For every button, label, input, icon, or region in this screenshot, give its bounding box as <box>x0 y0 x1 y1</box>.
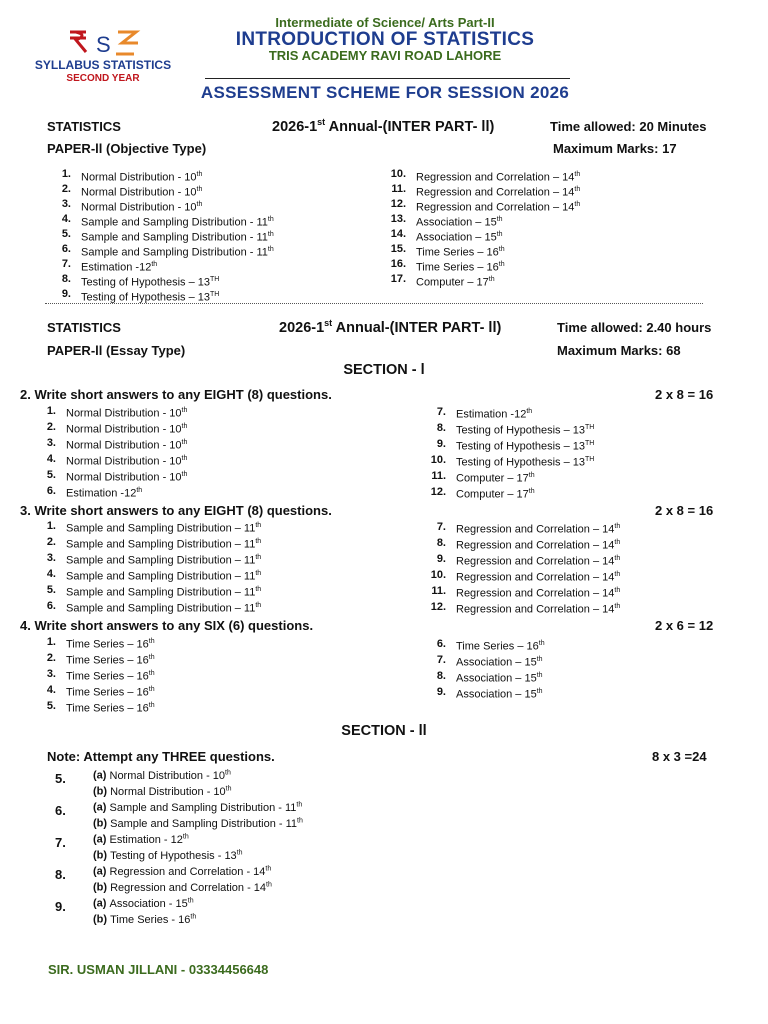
part-text: Regression and Correlation - 14th <box>110 881 272 894</box>
list-item-number: 1. <box>46 636 56 648</box>
obj-exam: 2026-1st Annual-(INTER PART- ll) <box>272 117 495 135</box>
list-item <box>32 634 155 650</box>
list-item-text: Normal Distribution - 10th <box>66 455 188 468</box>
part-label: (a) <box>93 897 110 910</box>
list-item-text: Normal Distribution - 10th <box>81 201 203 214</box>
list-item-number: 3. <box>61 198 71 210</box>
list-item-number: 6. <box>46 485 56 497</box>
list-item <box>47 242 274 257</box>
list-item-number: 10. <box>430 454 446 466</box>
list-item-number: 12. <box>390 198 406 210</box>
essay-marks: Maximum Marks: 68 <box>557 343 681 358</box>
list-item-number: 9. <box>436 438 446 450</box>
list-item <box>32 698 155 714</box>
logo-mark-icon <box>66 26 142 60</box>
part-label: (b) <box>93 913 111 926</box>
obj-list-left <box>47 167 274 302</box>
part-text: Association - 15th <box>109 897 194 910</box>
part-text: Sample and Sampling Distribution - 11th <box>110 817 303 830</box>
list-item-text: Regression and Correlation – 14th <box>456 523 621 536</box>
list-item <box>382 227 580 242</box>
list-item <box>422 668 545 684</box>
list-item <box>422 420 594 436</box>
list-item-text: Time Series – 16th <box>456 640 545 653</box>
list-item-text: Time Series – 16th <box>66 702 155 715</box>
list-item <box>422 452 594 468</box>
list-item-text: Time Series – 16th <box>66 686 155 699</box>
list-item <box>422 468 594 484</box>
list-item-number: 4. <box>46 568 56 580</box>
list-item-number: 2. <box>46 421 56 433</box>
list-item <box>32 666 155 682</box>
list-item-text: Sample and Sampling Distribution – 11th <box>66 586 262 599</box>
list-item-text: Normal Distribution - 10th <box>81 171 203 184</box>
q3-list-left <box>32 518 261 614</box>
list-item <box>422 535 620 551</box>
list-item <box>382 257 580 272</box>
list-item-number: 10. <box>390 168 406 180</box>
list-item-text: Regression and Correlation – 14th <box>416 171 581 184</box>
long-question-part-a <box>93 865 271 878</box>
list-item-number: 4. <box>46 684 56 696</box>
list-item-text: Time Series – 16th <box>66 654 155 667</box>
list-item-number: 5. <box>46 469 56 481</box>
list-item-text: Estimation -12th <box>66 487 143 500</box>
list-item-text: Association – 15th <box>416 231 503 244</box>
list-item <box>382 167 580 182</box>
list-item-number: 13. <box>390 213 406 225</box>
list-item-text: Normal Distribution - 10th <box>66 423 188 436</box>
long-question-part-b <box>93 785 232 798</box>
list-item-number: 1. <box>61 168 71 180</box>
part-label: (b) <box>93 785 111 798</box>
list-item-number: 1. <box>46 520 56 532</box>
list-item-text: Testing of Hypothesis – 13TH <box>456 440 595 453</box>
list-item-number: 7. <box>436 406 446 418</box>
list-item-number: 11. <box>391 183 406 195</box>
long-question-part-a <box>93 897 194 910</box>
list-item-text: Normal Distribution - 10th <box>66 439 188 452</box>
obj-time: Time allowed: 20 Minutes <box>550 119 707 134</box>
list-item-text: Estimation -12th <box>456 408 533 421</box>
list-item <box>47 212 274 227</box>
list-item-number: 2. <box>46 536 56 548</box>
q4-heading: 4. Write short answers to any SIX (6) questions. <box>20 618 314 633</box>
list-item-text: Association – 15th <box>456 672 543 685</box>
list-item <box>47 272 274 287</box>
long-question-part-b <box>93 817 303 830</box>
list-item <box>422 484 594 500</box>
list-item-number: 10. <box>430 569 446 581</box>
list-item <box>32 435 187 451</box>
list-item-text: Time Series – 16th <box>416 246 505 259</box>
long-question-number: 8. <box>55 867 66 882</box>
list-item-number: 8. <box>436 670 446 682</box>
part-label: (b) <box>93 817 111 830</box>
list-item-number: 14. <box>390 228 406 240</box>
list-item-number: 4. <box>61 213 71 225</box>
list-item-number: 6. <box>436 638 446 650</box>
list-item-text: Association – 15th <box>416 216 503 229</box>
q4-marks: 2 x 6 = 12 <box>655 618 714 633</box>
long-question-part-a <box>93 833 189 846</box>
header-divider <box>205 78 570 79</box>
section-1-heading: SECTION - l <box>343 362 425 378</box>
list-item <box>47 287 274 302</box>
list-item <box>382 242 580 257</box>
list-item-number: 9. <box>61 288 71 300</box>
list-item <box>422 436 594 452</box>
list-item-text: Normal Distribution - 10th <box>66 407 188 420</box>
list-item-text: Time Series – 16th <box>66 638 155 651</box>
part-text: Testing of Hypothesis - 13th <box>110 849 243 862</box>
part-text: Normal Distribution - 10th <box>110 785 232 798</box>
section-2-heading: SECTION - ll <box>341 723 427 739</box>
list-item <box>47 197 274 212</box>
list-item-number: 3. <box>46 668 56 680</box>
section-divider <box>45 303 703 304</box>
list-item <box>32 451 187 467</box>
list-item-text: Testing of Hypothesis – 13TH <box>456 424 595 437</box>
long-question-number: 5. <box>55 771 66 786</box>
logo-subtitle: SECOND YEAR <box>66 73 140 84</box>
part-text: Time Series - 16th <box>110 913 197 926</box>
section-2-marks: 8 x 3 =24 <box>652 749 707 764</box>
list-item <box>32 650 155 666</box>
list-item-text: Normal Distribution - 10th <box>81 186 203 199</box>
list-item-number: 2. <box>46 652 56 664</box>
section-2-note: Note: Attempt any THREE questions. <box>47 749 275 764</box>
q4-list-right <box>422 636 545 700</box>
footer-contact: SIR. USMAN JILLANI - 03334456648 <box>48 962 269 977</box>
list-item-number: 2. <box>61 183 71 195</box>
list-item-text: Sample and Sampling Distribution - 11th <box>81 231 274 244</box>
list-item <box>422 567 620 583</box>
scheme-title: ASSESSMENT SCHEME FOR SESSION 2026 <box>200 83 570 102</box>
list-item <box>32 582 261 598</box>
list-item-number: 8. <box>436 422 446 434</box>
q3-marks: 2 x 8 = 16 <box>655 503 714 518</box>
list-item-text: Regression and Correlation – 14th <box>456 571 621 584</box>
list-item <box>32 467 187 483</box>
list-item-text: Sample and Sampling Distribution – 11th <box>66 602 262 615</box>
list-item <box>47 257 274 272</box>
list-item-number: 7. <box>61 258 71 270</box>
essay-subject: STATISTICS <box>47 320 121 335</box>
part-label: (b) <box>93 849 111 862</box>
header-line1: Intermediate of Science/ Arts Part-II <box>275 15 495 30</box>
long-question-part-a <box>93 769 231 782</box>
list-item-number: 3. <box>46 552 56 564</box>
q2-heading: 2. Write short answers to any EIGHT (8) questions. <box>20 387 332 402</box>
list-item <box>422 551 620 567</box>
list-item-number: 16. <box>390 258 406 270</box>
list-item-number: 5. <box>61 228 71 240</box>
logo <box>18 22 188 90</box>
q4-list-left <box>32 634 155 714</box>
list-item-number: 9. <box>436 686 446 698</box>
part-text: Sample and Sampling Distribution - 11th <box>109 801 303 814</box>
list-item <box>422 684 545 700</box>
list-item-text: Estimation -12th <box>81 261 158 274</box>
list-item-text: Regression and Correlation – 14th <box>416 186 581 199</box>
list-item-number: 1. <box>46 405 56 417</box>
list-item-number: 9. <box>436 553 446 565</box>
list-item <box>382 182 580 197</box>
list-item <box>47 167 274 182</box>
q2-list-right <box>422 404 594 500</box>
header-main-title: INTRODUCTION OF STATISTICS <box>235 29 535 50</box>
part-label: (a) <box>93 801 110 814</box>
list-item <box>47 182 274 197</box>
q3-list-right <box>422 519 620 615</box>
list-item <box>382 197 580 212</box>
list-item-text: Regression and Correlation – 14th <box>416 201 581 214</box>
list-item <box>32 419 187 435</box>
list-item <box>32 566 261 582</box>
logo-title: SYLLABUS STATISTICS <box>34 58 172 72</box>
list-item <box>422 636 545 652</box>
part-label: (a) <box>93 833 110 846</box>
list-item <box>422 404 594 420</box>
logo-letter: S <box>96 32 111 57</box>
list-item-text: Sample and Sampling Distribution – 11th <box>66 538 262 551</box>
list-item-text: Regression and Correlation – 14th <box>456 555 621 568</box>
q2-list-left <box>32 403 187 499</box>
list-item-text: Sample and Sampling Distribution - 11th <box>81 216 274 229</box>
list-item-number: 8. <box>436 537 446 549</box>
q2-marks: 2 x 8 = 16 <box>655 387 714 402</box>
list-item <box>382 272 580 287</box>
list-item-text: Time Series – 16th <box>66 670 155 683</box>
list-item-number: 15. <box>390 243 406 255</box>
list-item-text: Sample and Sampling Distribution – 11th <box>66 554 262 567</box>
list-item-text: Association – 15th <box>456 656 543 669</box>
list-item-text: Computer – 17th <box>416 276 495 289</box>
essay-time: Time allowed: 2.40 hours <box>557 320 712 335</box>
list-item-number: 17. <box>390 273 406 285</box>
list-item <box>32 682 155 698</box>
list-item <box>32 534 261 550</box>
long-question-part-b <box>93 881 272 894</box>
list-item-text: Sample and Sampling Distribution – 11th <box>66 522 262 535</box>
list-item-text: Sample and Sampling Distribution – 11th <box>66 570 262 583</box>
list-item-number: 4. <box>46 453 56 465</box>
list-item-text: Regression and Correlation – 14th <box>456 539 621 552</box>
part-label: (b) <box>93 881 111 894</box>
list-item-number: 12. <box>430 486 446 498</box>
list-item-text: Time Series – 16th <box>416 261 505 274</box>
list-item-text: Computer – 17th <box>456 488 535 501</box>
part-text: Estimation - 12th <box>109 833 189 846</box>
long-question-number: 9. <box>55 899 66 914</box>
q3-heading: 3. Write short answers to any EIGHT (8) questions. <box>20 503 332 518</box>
list-item-number: 7. <box>436 521 446 533</box>
list-item-number: 6. <box>61 243 71 255</box>
list-item-text: Computer – 17th <box>456 472 535 485</box>
part-text: Regression and Correlation - 14th <box>109 865 272 878</box>
list-item-text: Testing of Hypothesis – 13TH <box>81 291 220 304</box>
obj-marks: Maximum Marks: 17 <box>553 141 677 156</box>
list-item <box>422 519 620 535</box>
list-item-number: 12. <box>430 601 446 613</box>
list-item-number: 6. <box>46 600 56 612</box>
list-item <box>422 599 620 615</box>
list-item <box>47 227 274 242</box>
list-item <box>32 403 187 419</box>
list-item-text: Sample and Sampling Distribution - 11th <box>81 246 274 259</box>
list-item-number: 7. <box>436 654 446 666</box>
long-question-number: 7. <box>55 835 66 850</box>
list-item <box>32 483 187 499</box>
obj-subject: STATISTICS <box>47 119 121 134</box>
list-item-number: 5. <box>46 584 56 596</box>
header-academy: TRIS ACADEMY RAVI ROAD LAHORE <box>268 48 502 63</box>
essay-exam: 2026-1st Annual-(INTER PART- ll) <box>279 318 502 336</box>
list-item <box>422 583 620 599</box>
list-item-number: 5. <box>46 700 56 712</box>
list-item-text: Testing of Hypothesis – 13TH <box>81 276 220 289</box>
essay-paper: PAPER-ll (Essay Type) <box>47 343 186 358</box>
part-label: (a) <box>93 865 110 878</box>
obj-paper: PAPER-ll (Objective Type) <box>47 141 207 156</box>
part-text: Normal Distribution - 10th <box>109 769 231 782</box>
long-question-number: 6. <box>55 803 66 818</box>
long-question-part-b <box>93 849 243 862</box>
long-question-part-a <box>93 801 302 814</box>
list-item-text: Testing of Hypothesis – 13TH <box>456 456 595 469</box>
list-item-text: Normal Distribution - 10th <box>66 471 188 484</box>
list-item <box>32 518 261 534</box>
list-item-text: Association – 15th <box>456 688 543 701</box>
list-item-text: Regression and Correlation – 14th <box>456 587 621 600</box>
list-item-number: 3. <box>46 437 56 449</box>
list-item <box>32 598 261 614</box>
list-item <box>32 550 261 566</box>
list-item-number: 11. <box>431 585 446 597</box>
long-question-part-b <box>93 913 196 926</box>
list-item-number: 8. <box>61 273 71 285</box>
obj-list-right <box>382 167 580 287</box>
list-item <box>382 212 580 227</box>
list-item-number: 11. <box>431 470 446 482</box>
list-item-text: Regression and Correlation – 14th <box>456 603 621 616</box>
part-label: (a) <box>93 769 110 782</box>
list-item <box>422 652 545 668</box>
